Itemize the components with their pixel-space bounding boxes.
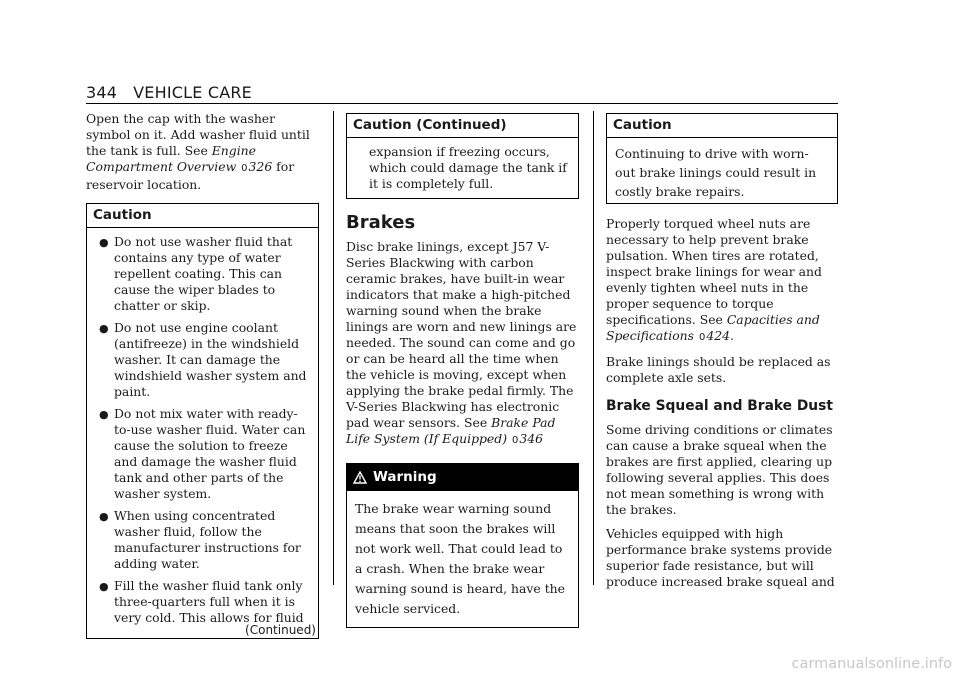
caution-bullet — [99, 508, 310, 572]
brakes-paragraph — [346, 239, 579, 449]
bullet-icon: ● — [99, 236, 109, 249]
bullet-text: Do not mix water with ready-to-use washer fluid. Water can cause the solution to freeze and damage the washer fluid tank and other parts of the washer system. — [114, 406, 306, 501]
caution-bullet — [99, 406, 310, 502]
continued-label: (Continued) — [245, 623, 316, 637]
caution-box — [86, 203, 319, 639]
torque-paragraph — [606, 216, 838, 346]
bullet-icon: ● — [99, 510, 109, 523]
section-title: VEHICLE CARE — [133, 83, 252, 102]
header-rule — [86, 103, 838, 104]
caution-bullet — [99, 234, 310, 314]
warning-title-bar — [347, 464, 578, 491]
brake-pad-life-link[interactable]: Brake Pad Life System (If Equipped) — [346, 415, 556, 446]
caution-body-2: Continuing to drive with worn-out brake linings could result in costly brake repairs. — [615, 146, 817, 199]
caution-bullet — [99, 578, 310, 626]
bullet-text: Do not use engine coolant (antifreeze) in the windshield washer. It can damage the windshield washer system and paint. — [114, 320, 307, 399]
brakes-heading: Brakes — [346, 212, 416, 233]
warning-box — [346, 463, 579, 628]
caution-title-2: Caution — [607, 114, 837, 138]
torque-text-end: . — [729, 328, 734, 343]
page-number: 344 — [86, 83, 118, 102]
bullet-icon: ● — [99, 322, 109, 335]
bullet-icon: ● — [99, 580, 109, 593]
page-header — [86, 83, 252, 102]
intro-text-end: for reservoir location. — [86, 159, 295, 192]
caution-continued-body: expansion if freezing occurs, which could damage the tank if it is completely full. — [369, 144, 567, 191]
bullet-text: Do not use washer fluid that contains any type of water repellent coating. This can cause the wiper blades to chatter or skip. — [114, 234, 293, 313]
squeal-paragraph-1: Some driving conditions or climates can cause a brake squeal when the brakes are first applied, clearing up following several applies. This does not mean something is wrong with the brakes. — [606, 422, 833, 517]
warning-body: The brake wear warning sound means that soon the brakes will not work well. That could lead to a crash. When the brake wear warning sound is heard, have the vehicle serviced. — [355, 501, 565, 616]
warning-triangle-icon — [353, 471, 367, 484]
page-ref-arrow-icon: 0 — [698, 332, 706, 343]
page-ref-424[interactable]: 424 — [706, 328, 730, 343]
caution-continued-title: Caution (Continued) — [347, 114, 578, 138]
column-2 — [346, 113, 579, 628]
warning-title: Warning — [373, 469, 437, 485]
bullet-text: When using concentrated washer fluid, follow the manufacturer instructions for adding water. — [114, 508, 301, 571]
page-ref-326[interactable]: 326 — [248, 159, 273, 174]
column-divider-1 — [333, 111, 334, 585]
brake-squeal-heading: Brake Squeal and Brake Dust — [606, 398, 833, 414]
column-divider-2 — [593, 111, 594, 585]
page-ref-arrow-icon: 0 — [511, 435, 519, 446]
brakes-text: Disc brake linings, except J57 V-Series Blackwing with carbon ceramic brakes, have built-in wear indicators that make a high-pitched warning sound when the brake linings are worn and new linings are needed. The sound can come and go or can be heard all the time when the vehicle is moving, except when applying the brake pedal firmly. The V-Series Blackwing has electronic pad wear sensors. See — [346, 239, 577, 430]
caution-continued-box — [346, 113, 579, 199]
engine-compartment-link[interactable]: Engine Compartment Overview — [86, 143, 256, 174]
bullet-text: Fill the washer fluid tank only three-quarters full when it is very cold. This allows for fluid — [114, 578, 304, 625]
caution-body — [87, 228, 318, 638]
caution-box-2 — [606, 113, 838, 204]
intro-text: Open the cap with the washer symbol on it. Add washer fluid until the tank is full. See — [86, 111, 310, 158]
column-3 — [606, 113, 838, 598]
intro-paragraph — [86, 111, 319, 193]
watermark: carmanualsonline.info — [791, 656, 952, 672]
caution-bullet — [99, 320, 310, 400]
replace-paragraph: Brake linings should be replaced as complete axle sets. — [606, 354, 831, 385]
bullet-icon: ● — [99, 408, 109, 421]
page-ref-346[interactable]: 346 — [519, 431, 544, 446]
caution-title: Caution — [87, 204, 318, 228]
page-ref-arrow-icon: 0 — [241, 163, 248, 174]
torque-text: Properly torqued wheel nuts are necessary to help prevent brake pulsation. When tires are rotated, inspect brake linings for wear and evenly tighten wheel nuts in the proper sequence to torque specifications. See — [606, 216, 822, 327]
column-1 — [86, 111, 319, 639]
capacities-link[interactable]: Capacities and Specifications — [606, 312, 820, 343]
squeal-paragraph-2: Vehicles equipped with high performance brake systems provide superior fade resistance, but will produce increased brake squeal and — [606, 526, 835, 589]
